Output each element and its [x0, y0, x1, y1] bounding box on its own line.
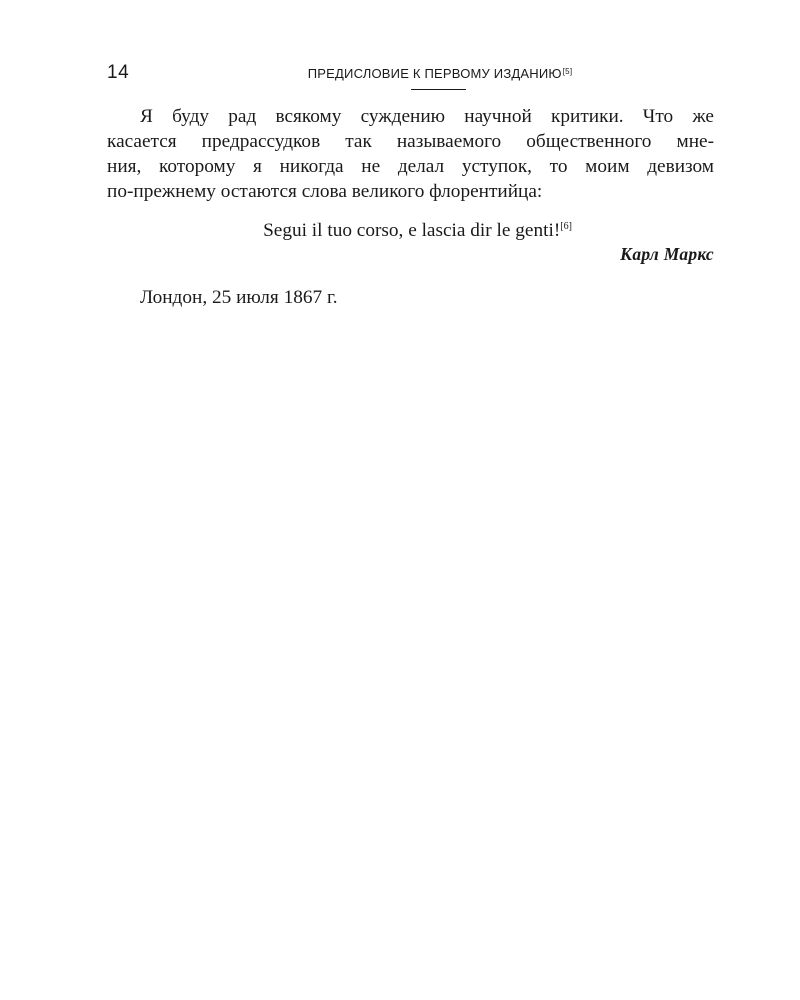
- epigraph-quote: [107, 214, 714, 243]
- quote-footnote-ref: [6]: [560, 221, 572, 232]
- header-divider: [411, 89, 466, 90]
- author-signature: Карл Маркс: [620, 244, 714, 264]
- running-head: [270, 66, 610, 81]
- paragraph-line: по-прежнему остаются слова великого флорентийца:: [107, 181, 543, 202]
- quote-text: Segui il tuo corso, e lascia dir le genti!: [263, 220, 561, 241]
- running-head-footnote-ref: [5]: [562, 67, 573, 76]
- dateline: Лондон, 25 июля 1867 г.: [140, 287, 338, 308]
- paragraph-line: ния, которому я никогда не делал уступок, то моим девизом: [107, 156, 714, 177]
- paragraph-line: Я буду рад всякому суждению научной критики. Что же: [140, 106, 714, 127]
- paragraph-line: касается предрассудков так называемого общественного мне-: [107, 131, 714, 152]
- running-head-title: ПРЕДИСЛОВИЕ К ПЕРВОМУ ИЗДАНИЮ: [307, 66, 562, 81]
- body-paragraph: [107, 104, 714, 204]
- page-number: 14: [107, 62, 130, 83]
